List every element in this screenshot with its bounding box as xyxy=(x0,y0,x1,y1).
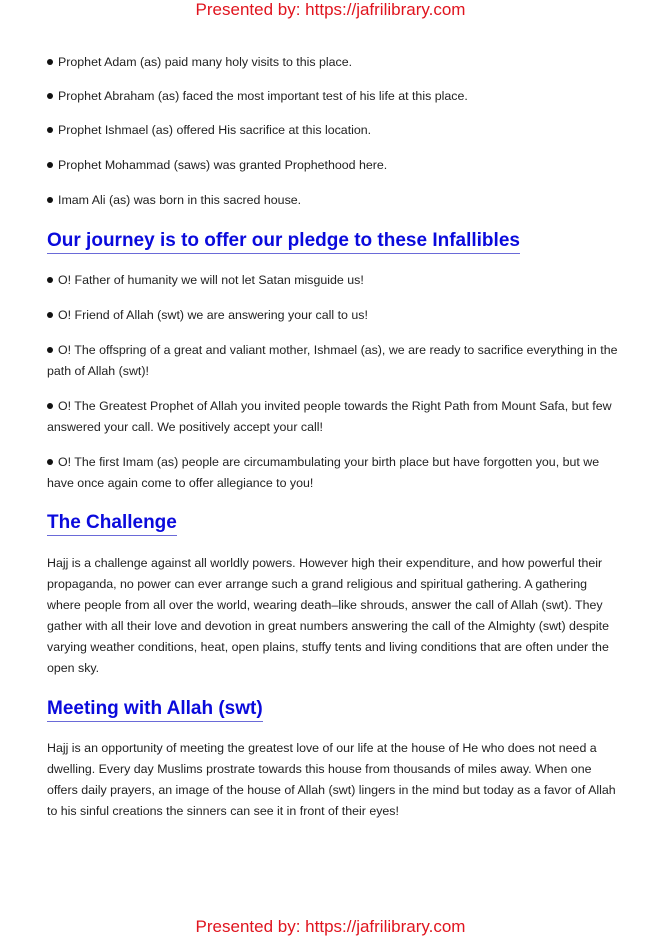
list-item-text: O! The first Imam (as) people are circumambulating your birth place but have forgotten you, but we have once again come to offer allegiance to you! xyxy=(47,455,600,490)
bullet-icon xyxy=(47,127,53,133)
bullet-icon xyxy=(47,403,53,409)
list-item-text: Prophet Abraham (as) faced the most important test of his life at this place. xyxy=(58,89,468,103)
section-heading-meeting: Meeting with Allah (swt) xyxy=(47,698,263,722)
list-item-text: Prophet Ishmael (as) offered His sacrifice at this location. xyxy=(58,123,372,137)
list-item xyxy=(47,340,622,382)
list-item-text: O! Friend of Allah (swt) we are answering your call to us! xyxy=(58,308,368,322)
meeting-paragraph: Hajj is an opportunity of meeting the greatest love of our life at the house of He who does not need a dwelling. Every day Muslims prostrate towards this house from thousands of miles away. When one offers daily prayers, an image of the house of Allah (swt) lingers in the mind but today as a favor of Allah to his sinful creations the sinners can see it in front of their eyes! xyxy=(47,741,616,818)
bullet-icon xyxy=(47,59,53,65)
list-item-text: O! Father of humanity we will not let Satan misguide us! xyxy=(58,273,364,287)
list-item-text: O! The Greatest Prophet of Allah you invited people towards the Right Path from Mount Safa, but few answered your call. We positively accept your call! xyxy=(47,399,612,434)
section-heading-pledge: Our journey is to offer our pledge to these Infallibles xyxy=(47,230,520,254)
list-item-text: Prophet Adam (as) paid many holy visits to this place. xyxy=(58,55,353,69)
challenge-paragraph: Hajj is a challenge against all worldly powers. However high their expenditure, and how powerful their propaganda, no power can ever arrange such a grand religious and spiritual gathering. A gathering where people from all over the world, wearing death–like shrouds, answer the call of Allah (swt). They gather with all their love and devotion in great numbers answering the call of the Almighty (swt) despite varying weather conditions, heat, open plains, stuffy tents and living conditions that are often under the open sky. xyxy=(47,556,610,675)
bullet-icon xyxy=(47,459,53,465)
header-watermark: Presented by: https://jafrilibrary.com xyxy=(195,0,466,19)
list-item xyxy=(47,120,622,141)
list-item xyxy=(47,270,622,291)
list-item xyxy=(47,155,622,176)
bullet-icon xyxy=(47,312,53,318)
list-item xyxy=(47,190,622,211)
list-item-text: Prophet Mohammad (saws) was granted Prophethood here. xyxy=(58,158,388,172)
list-item xyxy=(47,396,622,438)
footer-watermark: Presented by: https://jafrilibrary.com xyxy=(195,917,466,936)
bullet-icon xyxy=(47,277,53,283)
bullet-icon xyxy=(47,162,53,168)
list-item xyxy=(47,86,622,107)
list-item xyxy=(47,52,622,73)
section-heading-challenge: The Challenge xyxy=(47,512,177,536)
list-item-text: O! The offspring of a great and valiant mother, Ishmael (as), we are ready to sacrifice everything in the path of Allah (swt)! xyxy=(47,343,618,378)
list-item xyxy=(47,452,622,494)
list-item-text: Imam Ali (as) was born in this sacred house. xyxy=(58,193,302,207)
bullet-icon xyxy=(47,197,53,203)
bullet-icon xyxy=(47,93,53,99)
bullet-icon xyxy=(47,347,53,353)
list-item xyxy=(47,305,622,326)
